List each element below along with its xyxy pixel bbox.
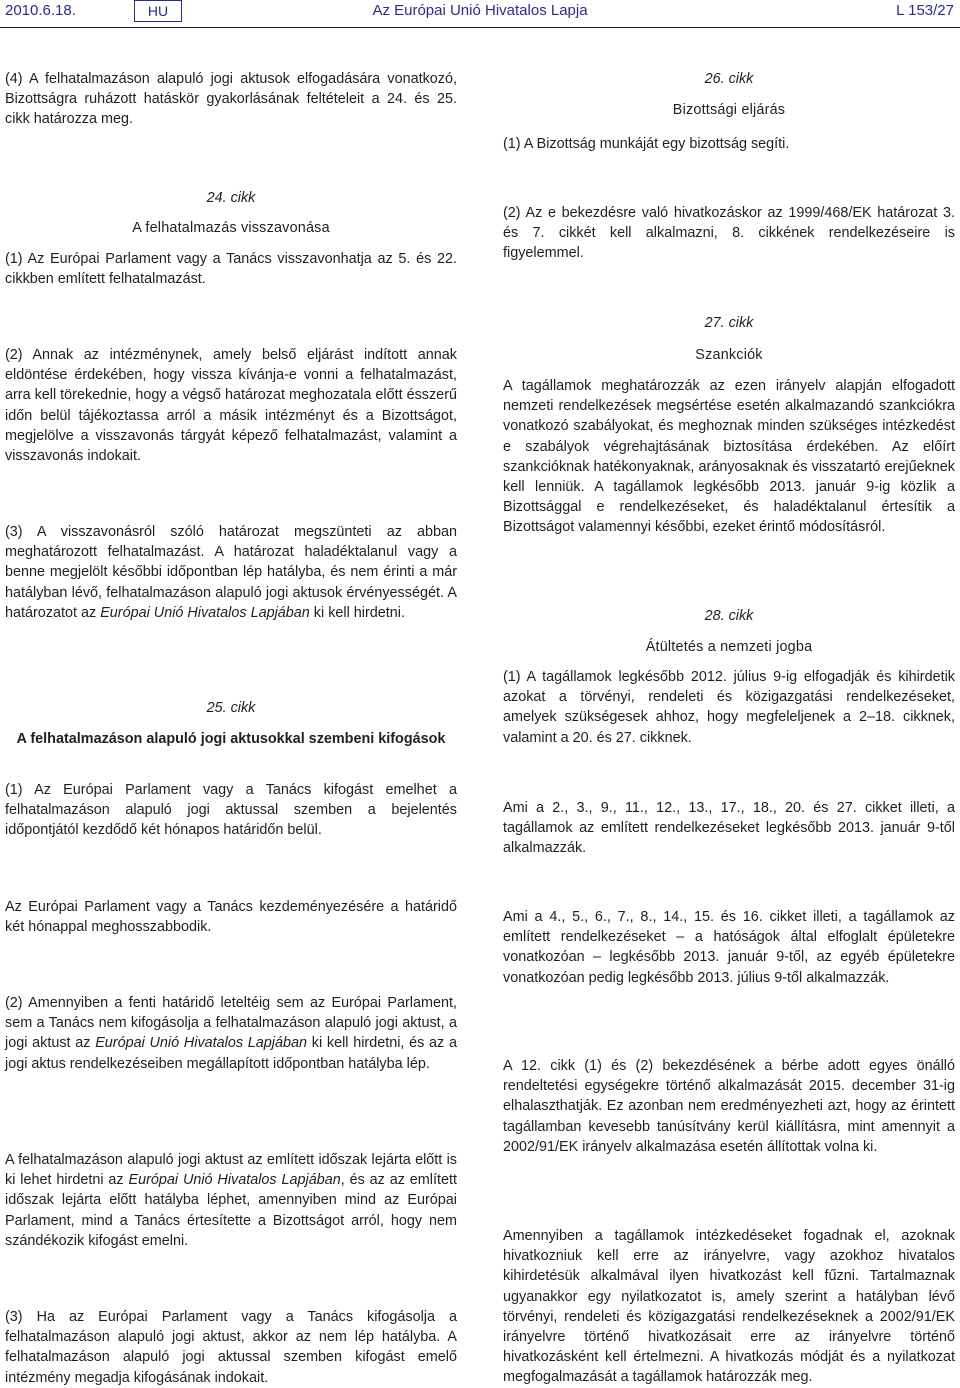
article-24-title: A felhatalmazás visszavonása [132,220,330,236]
article-25-paragraph-2: (2) Amennyiben a fenti határidő leteltéig sem az Európai Parlament, sem a Tanács nem kifogásolja a felhatalmazáson alapuló jogi aktust, a jogi aktust az Európai Unió Hivatalos Lapjában ki kell hirdetni, és az a jogi aktus rendelkezéseiben megállapított időpontban hatályba lép. [5,995,457,1072]
article-26-number: 26. cikk [704,71,754,87]
article-28-title: Átültetés a nemzeti jogba [645,639,813,655]
article-26-paragraph-1: (1) A Bizottság munkáját egy bizottság segíti. [503,136,790,152]
language-badge: HU [134,0,182,22]
paragraph-23-4: (4) A felhatalmazáson alapuló jogi aktusok elfogadására vonatkozó, Bizottságra ruházott hatáskör gyakorlásának feltételeit a 24. és 25. cikk határozza meg. [5,71,457,128]
article-24-number: 24. cikk [206,190,256,206]
page-number: L 153/27 [896,2,954,19]
article-25-number: 25. cikk [206,700,256,716]
article-25-paragraph-2-cont: A felhatalmazáson alapuló jogi aktust az említett időszak lejárta előtt is ki lehet hirdetni az Európai Unió Hivatalos Lapjában, és az az említett időszak lejárta előtt hatályba léphet, amennyiben mind az Európai Parlament, mind a Tanács értesítette a Bizottságot arról, hogy nem szándékozik kifogást emelni. [5,1152,457,1249]
article-28-paragraph-1-cont-a: Ami a 2., 3., 9., 11., 12., 13., 17., 18., 20. és 27. cikket illeti, a tagállamok az említett rendelkezéseket legkésőbb 2013. január 9-től alkalmazzák. [503,800,955,857]
article-24-paragraph-3: (3) A visszavonásról szóló határozat megszünteti az abban meghatározott felhatalmazást. A határozat haladéktalanul vagy a benne megjelölt későbbi időpontban lép hatályba, és nem érinti a már hatályban lévő, felhatalmazáson alapuló jogi aktusok érvényességét. A határozatot az Európai Unió Hivatalos Lapjában ki kell hirdetni. [5,524,457,621]
article-26-paragraph-2: (2) Az e bekezdésre való hivatkozáskor az 1999/468/EK határozat 3. és 7. cikkét kell alkalmazni, 8. cikkének rendelkezéseire is figyelemmel. [503,205,955,262]
article-27-paragraph: A tagállamok meghatározzák az ezen irányelv alapján elfogadott nemzeti rendelkezések megsértése esetén alkalmazandó szankciókra vonatkozó szabályokat, és meghoznak minden szükséges intézkedést e szabályok végrehajtásának biztosítása érdekében. Az előírt szankcióknak hatékonyaknak, arányosaknak és visszatartó erejűeknek kell lenniük. A tagállamok legkésőbb 2013. január 9-ig közlik a Bizottsággal e rendelkezéseket, és haladéktalanul értesítik a Bizottságot valamennyi későbbi, ezeket érintő módosításról. [503,378,955,536]
article-26-title: Bizottsági eljárás [672,102,786,118]
article-25-paragraph-1: (1) Az Európai Parlament vagy a Tanács kifogást emelhet a felhatalmazáson alapuló jogi aktussal szemben a bejelentés időpontjától kezdődő két hónapos határidőn belül. [5,782,457,839]
article-25-paragraph-3: (3) Ha az Európai Parlament vagy a Tanács kifogásolja a felhatalmazáson alapuló jogi aktust, akkor az nem lép hatályba. A felhatalmazáson alapuló jogi aktussal szemben kifogást emelő intézmény megadja kifogásának indokait. [5,1309,457,1386]
article-28-paragraph-1-cont-b: Ami a 4., 5., 6., 7., 8., 14., 15. és 16. cikket illeti, a tagállamok az említett rendelkezéseket – a hatóságok által elfoglalt épületekre vonatkozóan – legkésőbb 2013. január 9-től, az egyéb épületekre vonatkozóan pedig legkésőbb 2013. július 9-től alkalmazzák. [503,909,955,986]
article-27-number: 27. cikk [704,315,754,331]
article-28-paragraph-1-cont-d: Amennyiben a tagállamok intézkedéseket fogadnak el, azoknak hivatkozniuk kell erre az irányelvre, vagy azokhoz hivatalos kihirdetésük alkalmával ilyen hivatkozást kell fűzni. Tartalmaznak ugyanakkor egy nyilatkozatot is, amely szerint a hatályban lévő törvényi, rendeleti és közigazgatási rendelkezéseknek a 2002/91/EK irányelvre történő hivatkozásait erre az irányelvre történő hivatkozásként kell értelmezni. A hivatkozás módját és a nyilatkozat megfogalmazását a tagállamok határozzák meg. [503,1228,955,1386]
page-header [0,0,960,25]
article-28-paragraph-1: (1) A tagállamok legkésőbb 2012. július 9-ig elfogadják és kihirdetik azokat a törvényi, rendeleti és közigazgatási rendelkezéseket, amelyek szükségesek ahhoz, hogy megfeleljenek a 2–18. cikknek, valamint a 20. és 27. cikknek. [503,669,955,746]
article-25-title: A felhatalmazáson alapuló jogi aktusokkal szembeni kifogások [16,731,446,747]
journal-title: Az Európai Unió Hivatalos Lapja [372,2,588,19]
article-24-paragraph-1: (1) Az Európai Parlament vagy a Tanács visszavonhatja az 5. és 22. cikkben említett felhatalmazást. [5,251,457,288]
article-28-paragraph-1-cont-c: A 12. cikk (1) és (2) bekezdésének a bérbe adott egyes önálló rendeltetési egységekre történő alkalmazását 2015. december 31-ig elhalaszthatják. Ez azonban nem eredményezheti azt, hogy az érintett tagállamban kevesebb tanúsítvány kerül kiállításra, mint amennyit a 2002/91/EK irányelv alkalmazása esetén állítottak volna ki. [503,1058,955,1155]
article-25-paragraph-1-cont: Az Európai Parlament vagy a Tanács kezdeményezésére a határidő két hónappal meghosszabbodik. [5,899,457,936]
article-24-paragraph-2: (2) Annak az intézménynek, amely belső eljárást indított annak eldöntése érdekében, hogy vissza kívánja-e vonni a felhatalmazást, arra kell törekednie, hogy a végső határozat meghozatala előtt ésszerű időn belül tájékoztassa arról a másik intézményt és a Bizottságot, megjelölve a visszavonás tárgyát képező felhatalmazást, valamint a visszavonás indokait. [5,347,457,465]
header-rule [0,27,960,28]
article-28-number: 28. cikk [704,608,754,624]
header-date: 2010.6.18. [5,2,76,19]
article-27-title: Szankciók [695,347,763,363]
